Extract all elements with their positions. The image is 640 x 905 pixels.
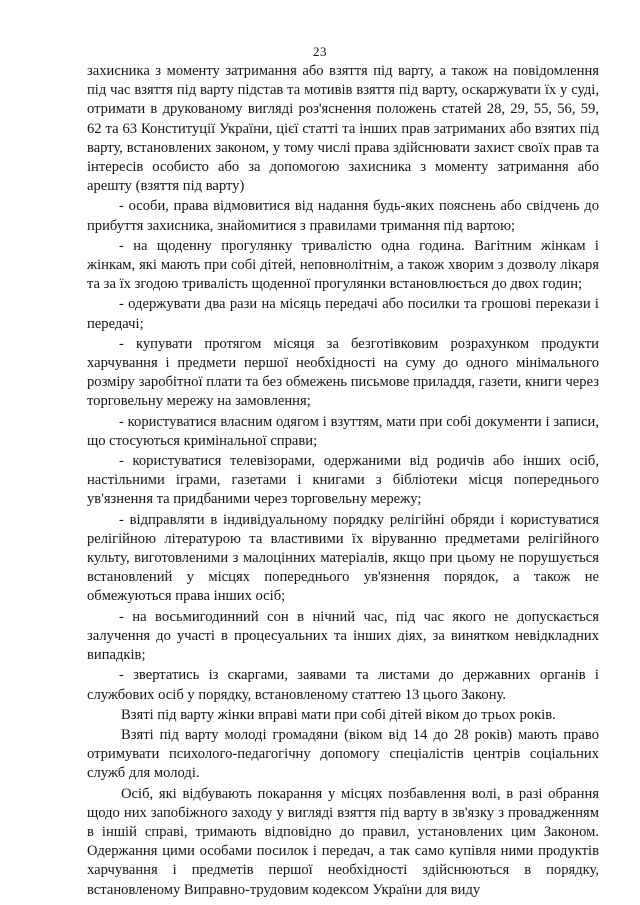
list-item: - особи, права відмовитися від надання будь-яких пояснень або свідчень до прибуття захисника, знайомитися з правилами тримання під вартою; — [87, 198, 599, 234]
paragraph-continuation: захисника з моменту затримання або взяття під варту, а також на повідомлення під час взяття під варту підстав та мотивів взяття під варту, оскаржувати їх у суді, отримати в друкованому вигляді роз'яснення положень статей 28, 29, 55, 56, 59, 62 та 63 Конституції України, цієї статті та інших прав затриманих або взятих під варту, встановлених законом, у тому числі права здійснювати захист своїх прав та інтересів особисто або за допомогою захисника з моменту затримання або арешту (взяття під варту) — [87, 63, 599, 195]
list-item: - на щоденну прогулянку тривалістю одна година. Вагітним жінкам і жінкам, які мають при собі дітей, неповнолітнім, а також хворим з дозволу лікаря та за їх згодою тривалість щоденної прогулянки встановлюється до двох годин; — [87, 237, 599, 293]
page-number: 23 — [313, 44, 327, 59]
paragraph: Взяті під варту жінки вправі мати при собі дітей віком до трьох років. — [121, 706, 556, 723]
paragraph: Осіб, які відбувають покарання у місцях позбавлення волі, в разі обрання щодо них запобіжного заходу у вигляді взяття під варту в зв'язку з провадженням в іншій справі, тримають відповідно до правил, установлених цим Законом. Одержання цими особами посилок і передач, а так само купівля ними продуктів харчування і предметів першої необхідності здійснюються в порядку, встановленому Виправно-трудовим кодексом України для виду — [87, 785, 599, 898]
list-item: - одержувати два рази на місяць передачі або посилки та грошові перекази і передачі; — [87, 296, 599, 332]
list-item: - купувати протягом місяця за безготівковим розрахунком продукти харчування і предмети першої необхідності на суму до одного мінімального розміру заробітної плати та без обмежень письмове приладдя, газети, книги через торговельну мережу на замовлення; — [87, 335, 599, 410]
list-item: - користуватися власним одягом і взуттям, мати при собі документи і записи, що стосуються кримінальної справи; — [87, 413, 599, 449]
list-item: - звертатись із скаргами, заявами та листами до державних органів і службових осіб у порядку, встановленому статтею 13 цього Закону. — [87, 667, 599, 703]
list-item: - користуватися телевізорами, одержаними від родичів або інших осіб, настільними іграми, газетами і книгами з бібліотеки місця попереднього ув'язнення та придбаними через торговельну мережу; — [87, 453, 599, 508]
document-body — [87, 62, 599, 901]
list-item: - відправляти в індивідуальному порядку релігійні обряди і користуватися релігійною літературою та властивими їх віруванню предметами релігійного культу, виготовленими з малоцінних матеріалів, якщо при цьому не порушується встановлений у місцях попереднього ув'язнення порядок, а також не обмежуються права інших осіб; — [87, 511, 599, 605]
list-item: - на восьмигодинний сон в нічний час, під час якого не допускається залучення до участі в процесуальних та інших діях, за винятком невідкладних випадків; — [87, 608, 599, 664]
paragraph: Взяті під варту молоді громадяни (віком від 14 до 28 років) мають право отримувати психолого-педагогічну допомогу спеціалістів центрів соціальних служб для молоді. — [87, 726, 599, 782]
